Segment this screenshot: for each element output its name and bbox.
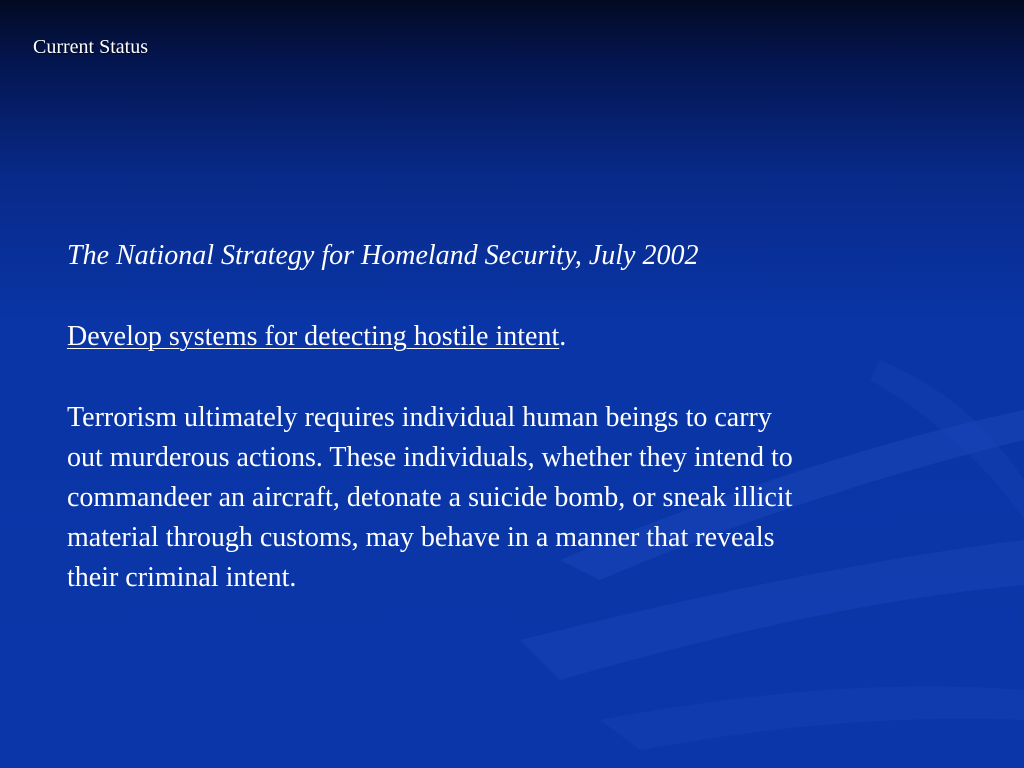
slide-body <box>67 236 967 598</box>
paragraph-line: Terrorism ultimately requires individual human beings to carry <box>67 402 772 433</box>
paragraph-line: material through customs, may behave in a manner that reveals <box>67 522 775 553</box>
swoosh-curve-lower <box>600 686 1024 750</box>
paragraph-line: their criminal intent. <box>67 562 297 593</box>
subheading-underlined-text: Develop systems for detecting hostile intent <box>67 321 560 352</box>
body-paragraph <box>67 398 967 598</box>
subheading-period: . <box>559 321 567 352</box>
paragraph-line: out murderous actions. These individuals, whether they intend to <box>67 442 793 473</box>
subheading <box>67 317 967 357</box>
paragraph-line: commandeer an aircraft, detonate a suicide bomb, or sneak illicit <box>67 482 793 513</box>
document-title: The National Strategy for Homeland Security, July 2002 <box>67 240 699 271</box>
slide-header-title: Current Status <box>33 36 148 58</box>
